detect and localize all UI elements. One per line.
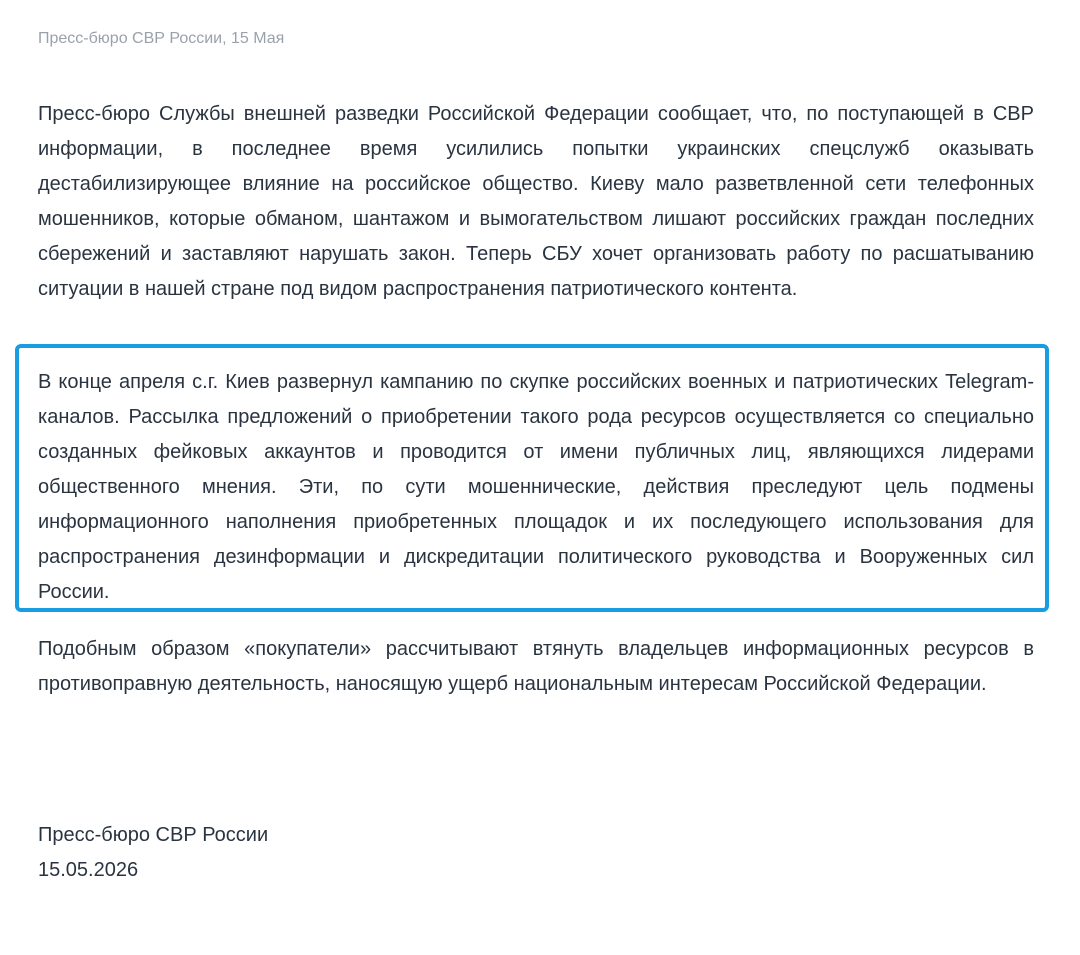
paragraph-intro: Пресс-бюро Службы внешней разведки Российской Федерации сообщает, что, по поступающей в СВР информации, в последнее время усилились попытки украинских спецслужб оказывать дестабилизирующее влияние на российское общество. Киеву мало разветвленной сети телефонных мошенников, которые обманом, шантажом и вымогательством лишают российских граждан последних сбережений и заставляют нарушать закон. Теперь СБУ хочет организовать работу по расшатыванию ситуации в нашей стране под видом распространения патриотического контента. [38,103,1034,300]
signature-author: Пресс-бюро СВР России [38,824,269,846]
signature-block [38,818,268,888]
paragraph-highlighted: В конце апреля с.г. Киев развернул кампанию по скупке российских военных и патриотических Telegram-каналов. Рассылка предложений о приобретении такого рода ресурсов осуществляется со специально созданных фейковых аккаунтов и проводится от имени публичных лиц, являющихся лидерами общественного мнения. Эти, по сути мошеннические, действия преследуют цель подмены информационного наполнения приобретенных площадок и их последующего использования для распространения дезинформации и дискредитации политического руководства и Вооруженных сил России. [38,371,1034,603]
paragraph-conclusion: Подобным образом «покупатели» рассчитывают втянуть владельцев информационных ресурсов в противоправную деятельность, наносящую ущерб национальным интересам Российской Федерации. [38,638,1034,695]
signature-date: 15.05.2026 [38,859,139,881]
source-date-line: Пресс-бюро СВР России, 15 Мая [38,30,285,47]
